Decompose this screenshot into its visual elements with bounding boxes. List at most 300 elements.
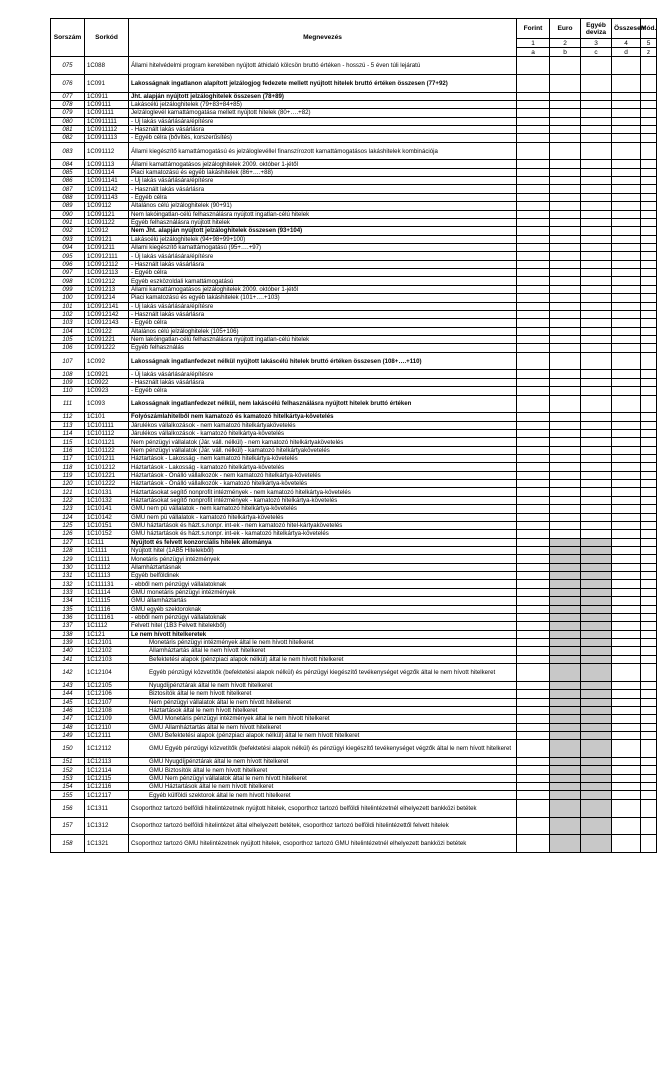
value-cell-forint[interactable] [517, 294, 550, 302]
value-cell-osszesen[interactable] [612, 597, 641, 605]
value-cell-euro[interactable] [550, 168, 581, 176]
value-cell-forint[interactable] [517, 387, 550, 395]
value-cell-osszesen[interactable] [612, 817, 641, 835]
value-cell-osszesen[interactable] [612, 613, 641, 621]
value-cell-osszesen[interactable] [612, 681, 641, 689]
value-cell-mod[interactable] [641, 638, 657, 646]
value-cell-mod[interactable] [641, 57, 657, 75]
value-cell-forint[interactable] [517, 210, 550, 218]
value-cell-forint[interactable] [517, 370, 550, 378]
value-cell-osszesen[interactable] [612, 285, 641, 293]
value-cell-osszesen[interactable] [612, 835, 641, 853]
value-cell-osszesen[interactable] [612, 244, 641, 252]
value-cell-euro[interactable] [550, 193, 581, 201]
value-cell-egyeb-deviza[interactable] [581, 370, 612, 378]
value-cell-euro[interactable] [550, 142, 581, 160]
value-cell-euro[interactable] [550, 327, 581, 335]
value-cell-forint[interactable] [517, 555, 550, 563]
value-cell-forint[interactable] [517, 530, 550, 538]
value-cell-mod[interactable] [641, 630, 657, 638]
value-cell-forint[interactable] [517, 791, 550, 799]
value-cell-osszesen[interactable] [612, 92, 641, 100]
value-cell-osszesen[interactable] [612, 664, 641, 682]
value-cell-osszesen[interactable] [612, 799, 641, 817]
value-cell-osszesen[interactable] [612, 723, 641, 731]
value-cell-egyeb-deviza[interactable] [581, 352, 612, 370]
value-cell-forint[interactable] [517, 446, 550, 454]
value-cell-osszesen[interactable] [612, 210, 641, 218]
value-cell-euro[interactable] [550, 480, 581, 488]
value-cell-egyeb-deviza[interactable] [581, 227, 612, 235]
value-cell-mod[interactable] [641, 588, 657, 596]
value-cell-osszesen[interactable] [612, 638, 641, 646]
value-cell-mod[interactable] [641, 218, 657, 226]
value-cell-forint[interactable] [517, 774, 550, 782]
value-cell-euro[interactable] [550, 74, 581, 92]
value-cell-forint[interactable] [517, 471, 550, 479]
value-cell-forint[interactable] [517, 463, 550, 471]
value-cell-euro[interactable] [550, 530, 581, 538]
value-cell-mod[interactable] [641, 429, 657, 437]
value-cell-euro[interactable] [550, 177, 581, 185]
value-cell-egyeb-deviza[interactable] [581, 185, 612, 193]
value-cell-osszesen[interactable] [612, 335, 641, 343]
value-cell-osszesen[interactable] [612, 580, 641, 588]
value-cell-egyeb-deviza[interactable] [581, 344, 612, 352]
value-cell-mod[interactable] [641, 285, 657, 293]
value-cell-osszesen[interactable] [612, 421, 641, 429]
value-cell-mod[interactable] [641, 125, 657, 133]
value-cell-egyeb-deviza[interactable] [581, 125, 612, 133]
value-cell-mod[interactable] [641, 766, 657, 774]
value-cell-osszesen[interactable] [612, 227, 641, 235]
value-cell-osszesen[interactable] [612, 142, 641, 160]
value-cell-egyeb-deviza[interactable] [581, 455, 612, 463]
value-cell-euro[interactable] [550, 260, 581, 268]
value-cell-osszesen[interactable] [612, 740, 641, 758]
value-cell-osszesen[interactable] [612, 125, 641, 133]
value-cell-forint[interactable] [517, 496, 550, 504]
value-cell-osszesen[interactable] [612, 193, 641, 201]
value-cell-osszesen[interactable] [612, 555, 641, 563]
value-cell-euro[interactable] [550, 488, 581, 496]
value-cell-osszesen[interactable] [612, 783, 641, 791]
value-cell-osszesen[interactable] [612, 160, 641, 168]
value-cell-euro[interactable] [550, 455, 581, 463]
value-cell-egyeb-deviza[interactable] [581, 244, 612, 252]
value-cell-forint[interactable] [517, 74, 550, 92]
value-cell-mod[interactable] [641, 664, 657, 682]
value-cell-osszesen[interactable] [612, 57, 641, 75]
value-cell-mod[interactable] [641, 302, 657, 310]
value-cell-mod[interactable] [641, 74, 657, 92]
value-cell-mod[interactable] [641, 496, 657, 504]
value-cell-forint[interactable] [517, 57, 550, 75]
value-cell-mod[interactable] [641, 817, 657, 835]
value-cell-forint[interactable] [517, 647, 550, 655]
value-cell-egyeb-deviza[interactable] [581, 413, 612, 421]
value-cell-egyeb-deviza[interactable] [581, 109, 612, 117]
value-cell-forint[interactable] [517, 117, 550, 125]
value-cell-mod[interactable] [641, 168, 657, 176]
value-cell-osszesen[interactable] [612, 605, 641, 613]
value-cell-euro[interactable] [550, 387, 581, 395]
value-cell-osszesen[interactable] [612, 505, 641, 513]
value-cell-osszesen[interactable] [612, 438, 641, 446]
value-cell-forint[interactable] [517, 605, 550, 613]
value-cell-egyeb-deviza[interactable] [581, 446, 612, 454]
value-cell-euro[interactable] [550, 125, 581, 133]
value-cell-forint[interactable] [517, 580, 550, 588]
value-cell-osszesen[interactable] [612, 185, 641, 193]
value-cell-euro[interactable] [550, 463, 581, 471]
value-cell-euro[interactable] [550, 471, 581, 479]
value-cell-forint[interactable] [517, 758, 550, 766]
value-cell-euro[interactable] [550, 109, 581, 117]
value-cell-mod[interactable] [641, 100, 657, 108]
value-cell-forint[interactable] [517, 835, 550, 853]
value-cell-euro[interactable] [550, 235, 581, 243]
value-cell-egyeb-deviza[interactable] [581, 429, 612, 437]
value-cell-euro[interactable] [550, 521, 581, 529]
value-cell-osszesen[interactable] [612, 647, 641, 655]
value-cell-forint[interactable] [517, 547, 550, 555]
value-cell-osszesen[interactable] [612, 413, 641, 421]
value-cell-forint[interactable] [517, 100, 550, 108]
value-cell-euro[interactable] [550, 277, 581, 285]
value-cell-mod[interactable] [641, 378, 657, 386]
value-cell-euro[interactable] [550, 160, 581, 168]
value-cell-osszesen[interactable] [612, 429, 641, 437]
value-cell-forint[interactable] [517, 438, 550, 446]
value-cell-euro[interactable] [550, 335, 581, 343]
value-cell-mod[interactable] [641, 252, 657, 260]
value-cell-egyeb-deviza[interactable] [581, 142, 612, 160]
value-cell-mod[interactable] [641, 572, 657, 580]
value-cell-forint[interactable] [517, 538, 550, 546]
value-cell-forint[interactable] [517, 344, 550, 352]
value-cell-euro[interactable] [550, 134, 581, 142]
value-cell-mod[interactable] [641, 142, 657, 160]
value-cell-mod[interactable] [641, 413, 657, 421]
value-cell-forint[interactable] [517, 235, 550, 243]
value-cell-egyeb-deviza[interactable] [581, 294, 612, 302]
value-cell-mod[interactable] [641, 335, 657, 343]
value-cell-forint[interactable] [517, 521, 550, 529]
value-cell-mod[interactable] [641, 799, 657, 817]
value-cell-forint[interactable] [517, 563, 550, 571]
value-cell-forint[interactable] [517, 227, 550, 235]
value-cell-mod[interactable] [641, 783, 657, 791]
value-cell-mod[interactable] [641, 547, 657, 555]
value-cell-forint[interactable] [517, 817, 550, 835]
value-cell-osszesen[interactable] [612, 758, 641, 766]
value-cell-mod[interactable] [641, 835, 657, 853]
value-cell-forint[interactable] [517, 766, 550, 774]
value-cell-forint[interactable] [517, 783, 550, 791]
value-cell-forint[interactable] [517, 630, 550, 638]
value-cell-euro[interactable] [550, 505, 581, 513]
value-cell-forint[interactable] [517, 622, 550, 630]
value-cell-osszesen[interactable] [612, 370, 641, 378]
value-cell-euro[interactable] [550, 429, 581, 437]
value-cell-mod[interactable] [641, 244, 657, 252]
value-cell-mod[interactable] [641, 438, 657, 446]
value-cell-egyeb-deviza[interactable] [581, 218, 612, 226]
value-cell-forint[interactable] [517, 413, 550, 421]
value-cell-mod[interactable] [641, 530, 657, 538]
value-cell-osszesen[interactable] [612, 344, 641, 352]
value-cell-osszesen[interactable] [612, 294, 641, 302]
value-cell-euro[interactable] [550, 496, 581, 504]
value-cell-osszesen[interactable] [612, 463, 641, 471]
value-cell-osszesen[interactable] [612, 378, 641, 386]
value-cell-mod[interactable] [641, 690, 657, 698]
value-cell-mod[interactable] [641, 698, 657, 706]
value-cell-mod[interactable] [641, 395, 657, 413]
value-cell-osszesen[interactable] [612, 622, 641, 630]
value-cell-egyeb-deviza[interactable] [581, 505, 612, 513]
value-cell-euro[interactable] [550, 370, 581, 378]
value-cell-forint[interactable] [517, 109, 550, 117]
value-cell-egyeb-deviza[interactable] [581, 378, 612, 386]
value-cell-egyeb-deviza[interactable] [581, 513, 612, 521]
value-cell-osszesen[interactable] [612, 302, 641, 310]
value-cell-egyeb-deviza[interactable] [581, 319, 612, 327]
value-cell-forint[interactable] [517, 723, 550, 731]
value-cell-mod[interactable] [641, 563, 657, 571]
value-cell-egyeb-deviza[interactable] [581, 285, 612, 293]
value-cell-forint[interactable] [517, 193, 550, 201]
value-cell-forint[interactable] [517, 715, 550, 723]
value-cell-osszesen[interactable] [612, 277, 641, 285]
value-cell-forint[interactable] [517, 285, 550, 293]
value-cell-osszesen[interactable] [612, 547, 641, 555]
value-cell-forint[interactable] [517, 731, 550, 739]
value-cell-osszesen[interactable] [612, 202, 641, 210]
value-cell-forint[interactable] [517, 429, 550, 437]
value-cell-mod[interactable] [641, 647, 657, 655]
value-cell-osszesen[interactable] [612, 530, 641, 538]
value-cell-forint[interactable] [517, 505, 550, 513]
value-cell-euro[interactable] [550, 438, 581, 446]
value-cell-egyeb-deviza[interactable] [581, 252, 612, 260]
value-cell-osszesen[interactable] [612, 134, 641, 142]
value-cell-forint[interactable] [517, 352, 550, 370]
value-cell-mod[interactable] [641, 480, 657, 488]
value-cell-osszesen[interactable] [612, 100, 641, 108]
value-cell-osszesen[interactable] [612, 218, 641, 226]
value-cell-mod[interactable] [641, 706, 657, 714]
value-cell-euro[interactable] [550, 344, 581, 352]
value-cell-mod[interactable] [641, 740, 657, 758]
value-cell-mod[interactable] [641, 723, 657, 731]
value-cell-egyeb-deviza[interactable] [581, 193, 612, 201]
value-cell-forint[interactable] [517, 698, 550, 706]
value-cell-forint[interactable] [517, 142, 550, 160]
value-cell-osszesen[interactable] [612, 774, 641, 782]
value-cell-euro[interactable] [550, 421, 581, 429]
value-cell-mod[interactable] [641, 505, 657, 513]
value-cell-forint[interactable] [517, 488, 550, 496]
value-cell-euro[interactable] [550, 513, 581, 521]
value-cell-euro[interactable] [550, 92, 581, 100]
value-cell-forint[interactable] [517, 277, 550, 285]
value-cell-egyeb-deviza[interactable] [581, 488, 612, 496]
value-cell-osszesen[interactable] [612, 269, 641, 277]
value-cell-euro[interactable] [550, 100, 581, 108]
value-cell-forint[interactable] [517, 690, 550, 698]
value-cell-mod[interactable] [641, 92, 657, 100]
value-cell-forint[interactable] [517, 740, 550, 758]
value-cell-euro[interactable] [550, 319, 581, 327]
value-cell-forint[interactable] [517, 319, 550, 327]
value-cell-osszesen[interactable] [612, 563, 641, 571]
value-cell-egyeb-deviza[interactable] [581, 471, 612, 479]
value-cell-egyeb-deviza[interactable] [581, 210, 612, 218]
value-cell-egyeb-deviza[interactable] [581, 92, 612, 100]
value-cell-forint[interactable] [517, 335, 550, 343]
value-cell-egyeb-deviza[interactable] [581, 421, 612, 429]
value-cell-mod[interactable] [641, 715, 657, 723]
value-cell-forint[interactable] [517, 134, 550, 142]
value-cell-mod[interactable] [641, 260, 657, 268]
value-cell-osszesen[interactable] [612, 352, 641, 370]
value-cell-forint[interactable] [517, 269, 550, 277]
value-cell-osszesen[interactable] [612, 446, 641, 454]
value-cell-mod[interactable] [641, 310, 657, 318]
value-cell-mod[interactable] [641, 370, 657, 378]
value-cell-mod[interactable] [641, 774, 657, 782]
value-cell-mod[interactable] [641, 387, 657, 395]
value-cell-osszesen[interactable] [612, 766, 641, 774]
value-cell-forint[interactable] [517, 302, 550, 310]
value-cell-mod[interactable] [641, 109, 657, 117]
value-cell-egyeb-deviza[interactable] [581, 496, 612, 504]
value-cell-egyeb-deviza[interactable] [581, 463, 612, 471]
value-cell-forint[interactable] [517, 638, 550, 646]
value-cell-osszesen[interactable] [612, 327, 641, 335]
value-cell-euro[interactable] [550, 294, 581, 302]
value-cell-osszesen[interactable] [612, 690, 641, 698]
value-cell-egyeb-deviza[interactable] [581, 277, 612, 285]
value-cell-euro[interactable] [550, 57, 581, 75]
value-cell-mod[interactable] [641, 555, 657, 563]
value-cell-egyeb-deviza[interactable] [581, 100, 612, 108]
value-cell-mod[interactable] [641, 327, 657, 335]
value-cell-osszesen[interactable] [612, 513, 641, 521]
value-cell-mod[interactable] [641, 538, 657, 546]
value-cell-mod[interactable] [641, 421, 657, 429]
value-cell-egyeb-deviza[interactable] [581, 335, 612, 343]
value-cell-mod[interactable] [641, 731, 657, 739]
value-cell-osszesen[interactable] [612, 538, 641, 546]
value-cell-mod[interactable] [641, 597, 657, 605]
value-cell-mod[interactable] [641, 622, 657, 630]
value-cell-mod[interactable] [641, 269, 657, 277]
value-cell-mod[interactable] [641, 613, 657, 621]
value-cell-euro[interactable] [550, 285, 581, 293]
value-cell-mod[interactable] [641, 277, 657, 285]
value-cell-mod[interactable] [641, 446, 657, 454]
value-cell-osszesen[interactable] [612, 387, 641, 395]
value-cell-forint[interactable] [517, 655, 550, 663]
value-cell-osszesen[interactable] [612, 706, 641, 714]
value-cell-egyeb-deviza[interactable] [581, 530, 612, 538]
value-cell-osszesen[interactable] [612, 117, 641, 125]
value-cell-forint[interactable] [517, 799, 550, 817]
value-cell-osszesen[interactable] [612, 496, 641, 504]
value-cell-mod[interactable] [641, 758, 657, 766]
value-cell-osszesen[interactable] [612, 630, 641, 638]
value-cell-mod[interactable] [641, 681, 657, 689]
value-cell-mod[interactable] [641, 521, 657, 529]
value-cell-forint[interactable] [517, 706, 550, 714]
value-cell-euro[interactable] [550, 378, 581, 386]
value-cell-forint[interactable] [517, 160, 550, 168]
value-cell-osszesen[interactable] [612, 319, 641, 327]
value-cell-mod[interactable] [641, 319, 657, 327]
value-cell-forint[interactable] [517, 244, 550, 252]
value-cell-egyeb-deviza[interactable] [581, 327, 612, 335]
value-cell-osszesen[interactable] [612, 731, 641, 739]
value-cell-mod[interactable] [641, 455, 657, 463]
value-cell-osszesen[interactable] [612, 698, 641, 706]
value-cell-forint[interactable] [517, 185, 550, 193]
value-cell-osszesen[interactable] [612, 109, 641, 117]
value-cell-forint[interactable] [517, 681, 550, 689]
value-cell-euro[interactable] [550, 446, 581, 454]
value-cell-osszesen[interactable] [612, 521, 641, 529]
value-cell-egyeb-deviza[interactable] [581, 387, 612, 395]
value-cell-forint[interactable] [517, 572, 550, 580]
value-cell-egyeb-deviza[interactable] [581, 438, 612, 446]
value-cell-mod[interactable] [641, 134, 657, 142]
value-cell-osszesen[interactable] [612, 252, 641, 260]
value-cell-egyeb-deviza[interactable] [581, 235, 612, 243]
value-cell-mod[interactable] [641, 235, 657, 243]
value-cell-egyeb-deviza[interactable] [581, 302, 612, 310]
value-cell-mod[interactable] [641, 605, 657, 613]
value-cell-forint[interactable] [517, 588, 550, 596]
value-cell-forint[interactable] [517, 260, 550, 268]
value-cell-egyeb-deviza[interactable] [581, 480, 612, 488]
value-cell-euro[interactable] [550, 185, 581, 193]
value-cell-mod[interactable] [641, 294, 657, 302]
value-cell-forint[interactable] [517, 252, 550, 260]
value-cell-euro[interactable] [550, 244, 581, 252]
value-cell-mod[interactable] [641, 471, 657, 479]
value-cell-euro[interactable] [550, 395, 581, 413]
value-cell-mod[interactable] [641, 352, 657, 370]
value-cell-forint[interactable] [517, 378, 550, 386]
value-cell-egyeb-deviza[interactable] [581, 202, 612, 210]
value-cell-euro[interactable] [550, 117, 581, 125]
value-cell-osszesen[interactable] [612, 395, 641, 413]
value-cell-osszesen[interactable] [612, 74, 641, 92]
value-cell-forint[interactable] [517, 327, 550, 335]
value-cell-forint[interactable] [517, 202, 550, 210]
value-cell-osszesen[interactable] [612, 572, 641, 580]
value-cell-egyeb-deviza[interactable] [581, 74, 612, 92]
value-cell-egyeb-deviza[interactable] [581, 57, 612, 75]
value-cell-euro[interactable] [550, 227, 581, 235]
value-cell-osszesen[interactable] [612, 480, 641, 488]
value-cell-mod[interactable] [641, 202, 657, 210]
value-cell-forint[interactable] [517, 177, 550, 185]
value-cell-forint[interactable] [517, 613, 550, 621]
value-cell-osszesen[interactable] [612, 235, 641, 243]
